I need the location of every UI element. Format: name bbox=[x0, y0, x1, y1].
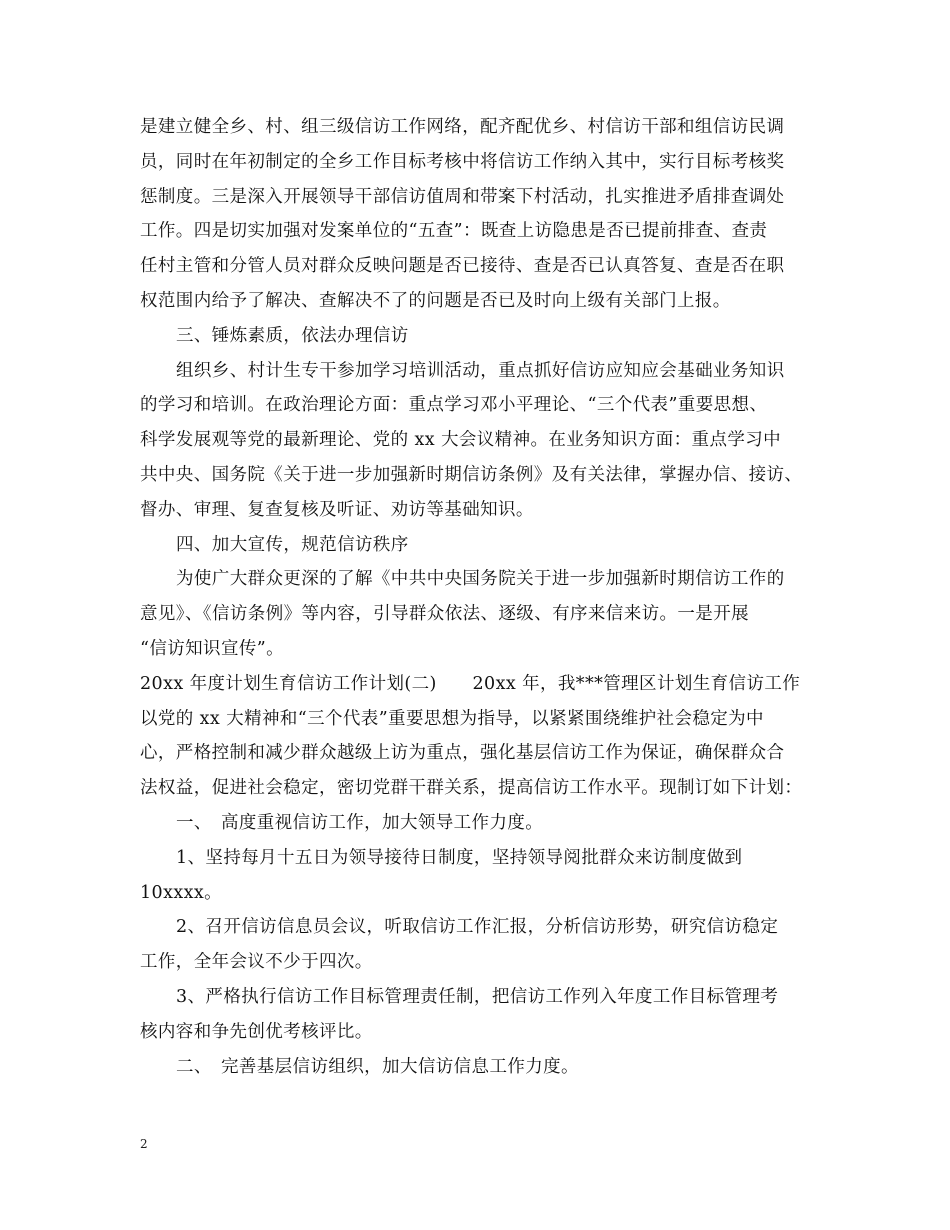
text-line: 20xx 年度计划生育信访工作计划(二) 20xx 年，我***管理区计划生育信访工作 bbox=[140, 673, 801, 694]
text-line: 意见》、《信访条例》等内容，引导群众依法、逐级、有序来信来访。一是开展 bbox=[140, 604, 749, 625]
text-line: 为使广大群众更深的了解《中共中央国务院关于进一步加强新时期信访工作的 bbox=[176, 569, 785, 590]
text-line: “信访知识宣传”。 bbox=[140, 638, 284, 659]
text-line: 二、 完善基层信访组织，加大信访信息工作力度。 bbox=[176, 1056, 579, 1077]
text-line: 任村主管和分管人员对群众反映问题是否已接待、查是否已认真答复、查是否在职 bbox=[140, 256, 785, 277]
text-line: 以党的 xx 大精神和“三个代表”重要思想为指导，以紧紧围绕维护社会稳定为中 bbox=[140, 708, 764, 729]
text-line: 法权益，促进社会稳定，密切党群干群关系，提高信访工作水平。现制订如下计划： bbox=[140, 778, 803, 799]
text-line: 一、 高度重视信访工作，加大领导工作力度。 bbox=[176, 812, 544, 833]
text-line: 是建立健全乡、村、组三级信访工作网络，配齐配优乡、村信访干部和组信访民调 bbox=[140, 117, 785, 137]
text-line: 权范围内给予了解决、查解决不了的问题是否已及时向上级有关部门上报。 bbox=[140, 290, 731, 311]
text-line: 的学习和培训。在政治理论方面：重点学习邓小平理论、“三个代表”重要思想、 bbox=[140, 395, 768, 416]
text-line: 2、召开信访信息员会议，听取信访工作汇报，分析信访形势，研究信访稳定 bbox=[176, 917, 779, 938]
text-line: 三、锤炼素质，依法办理信访 bbox=[176, 325, 409, 346]
text-line: 惩制度。三是深入开展领导干部信访值周和带案下村活动，扎实推进矛盾排查调处 bbox=[140, 186, 785, 207]
text-line: 员，同时在年初制定的全乡工作目标考核中将信访工作纳入其中，实行目标考核奖 bbox=[140, 151, 785, 172]
text-line: 10xxxx。 bbox=[140, 882, 223, 903]
text-line: 工作。四是切实加强对发案单位的“五查”：既查上访隐患是否已提前排查、查责 bbox=[140, 221, 768, 242]
text-line: 1、坚持每月十五日为领导接待日制度，坚持领导阅批群众来访制度做到 bbox=[176, 847, 743, 868]
text-line: 工作，全年会议不少于四次。 bbox=[140, 952, 373, 973]
text-line: 心，严格控制和减少群众越级上访为重点，强化基层信访工作为保证，确保群众合 bbox=[140, 743, 785, 764]
text-line: 核内容和争先创优考核评比。 bbox=[140, 1021, 373, 1042]
text-line: 科学发展观等党的最新理论、党的 xx 大会议精神。在业务知识方面：重点学习中 bbox=[140, 430, 782, 451]
document-body bbox=[140, 110, 820, 1084]
text-line: 督办、审理、复查复核及听证、劝访等基础知识。 bbox=[140, 499, 534, 520]
text-line: 共中央、国务院《关于进一步加强新时期信访条例》及有关法律，掌握办信、接访、 bbox=[140, 464, 803, 485]
text-line: 四、加大宣传，规范信访秩序 bbox=[176, 534, 409, 555]
text-line: 组织乡、村计生专干参加学习培训活动，重点抓好信访应知应会基础业务知识 bbox=[176, 360, 785, 381]
text-line: 3、严格执行信访工作目标管理责任制，把信访工作列入年度工作目标管理考 bbox=[176, 986, 779, 1007]
page-number: 2 bbox=[140, 1137, 148, 1151]
